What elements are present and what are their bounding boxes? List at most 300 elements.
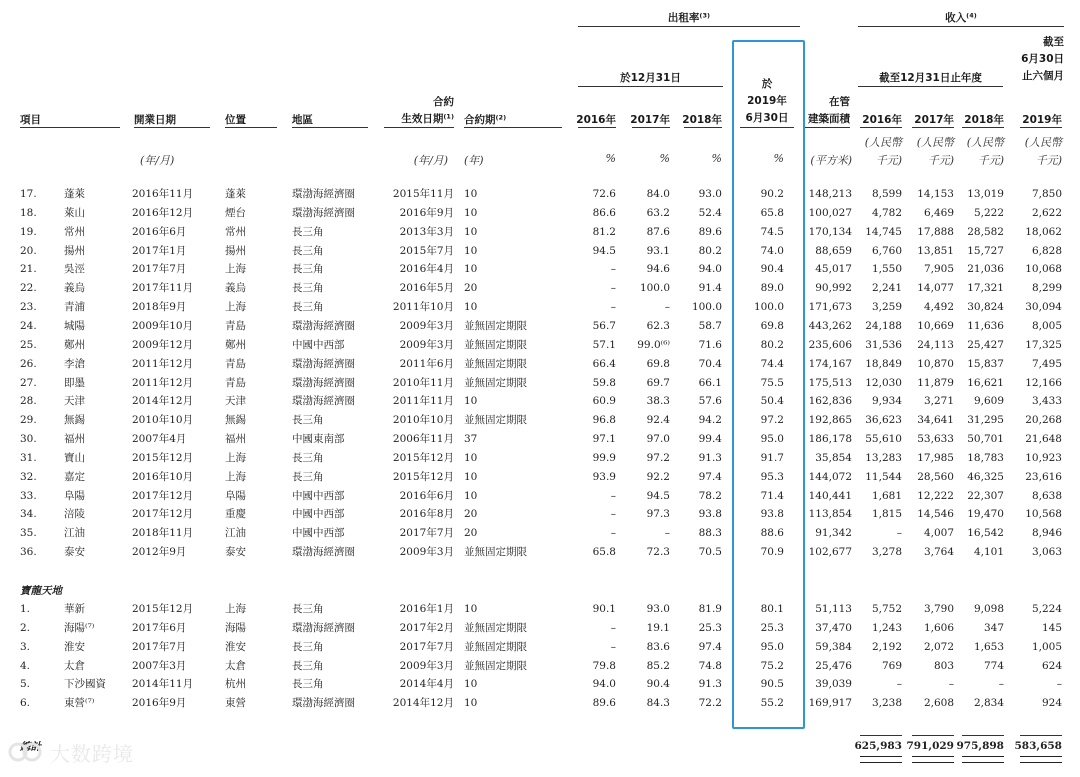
cell-gfa: 170,134 [808,225,852,238]
cell-o18: 97.4 [698,640,722,653]
cell-cdate: 2015年12月 [392,451,454,464]
col-region: 地區 [292,114,313,126]
cell-no: 2. [20,621,31,634]
cell-region: 環渤海經濟圈 [292,621,355,634]
cell-r19: 7,495 [1031,357,1062,370]
cell-r16: 2,192 [871,640,902,653]
cell-r17: 803 [933,659,954,672]
cell-open: 2016年11月 [132,188,194,200]
cell-gfa: 174,167 [808,357,852,370]
cell-o19: 80.1 [760,603,784,615]
cell-cdate: 2015年12月 [392,470,454,483]
cell-loc: 揚州 [225,244,246,257]
cell-r16: 5,752 [871,603,902,615]
total-rev-2018: 975,898 [956,740,1004,752]
cell-term: 10 [464,206,478,219]
cell-r18: 5,222 [973,206,1004,219]
cell-open: 2017年12月 [132,489,194,502]
cell-o19: 100.0 [753,301,784,314]
cell-region: 中國東南部 [292,433,345,446]
revenue-group-header: 收入⁽⁴⁾ [945,12,977,24]
cell-open: 2017年7月 [132,263,187,276]
cell-o18: 57.6 [698,395,722,408]
cell-r17: 3,764 [923,546,954,559]
col-rev-2018: 2018年 [964,114,1004,126]
col-rule [384,127,454,128]
total-rule [860,735,902,736]
cell-gfa: 148,213 [808,188,852,200]
cell-r16: 18,849 [865,357,902,370]
highlight-box [732,40,805,729]
cell-gfa: 140,441 [808,489,852,502]
occupancy-group-rule [578,26,800,27]
cell-name: 無錫 [64,414,85,427]
cell-gfa: 100,027 [808,206,852,219]
cell-o17: 94.5 [646,489,670,502]
occupancy-group-header: 出租率⁽³⁾ [667,12,711,24]
cell-name: 華新 [64,603,85,615]
cell-no: 25. [20,338,37,351]
cell-r19: 8,299 [1031,282,1062,295]
cell-o19: 69.8 [760,319,784,332]
cell-o18: 91.4 [698,282,722,295]
cell-r16: 1,550 [871,263,902,276]
cell-region: 長三角 [292,225,324,238]
cell-no: 26. [20,357,37,370]
cell-name: 海陽⁽⁷⁾ [64,621,95,634]
cell-r16: 31,536 [865,338,902,351]
cell-gfa: 175,513 [808,376,852,389]
cell-o16: 65.8 [592,546,616,559]
cell-loc: 福州 [225,433,246,446]
cell-name: 常州 [64,225,85,238]
cell-r17: 10,669 [917,319,954,332]
cell-o17: 93.1 [646,244,670,257]
cell-cdate: 2010年10月 [392,414,454,427]
cell-o16: 66.4 [592,357,616,370]
total-rev-2016: 625,983 [854,740,902,752]
cell-cdate: 2014年12月 [392,697,454,710]
cell-r17: 3,790 [923,603,954,615]
cell-region: 長三角 [292,414,324,427]
cell-no: 27. [20,376,37,389]
cell-name: 義烏 [64,282,85,295]
cell-loc: 鄭州 [225,338,246,351]
cell-r18: 2,834 [973,697,1004,710]
cell-r19: 10,923 [1025,451,1062,464]
cell-o19: 74.4 [760,357,784,370]
cell-r17: 28,560 [917,470,954,483]
cell-r16: – [896,678,902,691]
cell-cdate: 2009年3月 [399,546,454,559]
cell-r16: 13,283 [865,451,902,464]
cell-name: 泰安 [64,546,85,559]
cell-r18: 15,837 [967,357,1004,370]
total-rev-2017: 791,029 [906,740,954,752]
cell-r16: 6,760 [871,244,902,257]
cell-name: 江油 [64,527,85,540]
cell-r18: 774 [983,659,1004,672]
cell-term: 10 [464,188,478,200]
cell-term: 37 [464,433,478,446]
cell-loc: 江油 [225,527,246,540]
total-double-rule [912,756,954,763]
cell-r19: 20,268 [1025,414,1062,427]
cell-gfa: 91,342 [815,527,852,540]
unit-gfa: (平方米) [810,154,852,167]
cell-o19: 80.2 [760,338,784,351]
cell-open: 2016年6月 [132,225,187,238]
cell-no: 28. [20,395,37,408]
cell-o16: 96.8 [592,414,616,427]
cell-r16: 1,815 [871,508,902,521]
cell-o19: 89.0 [760,282,784,295]
unit-pct: % [605,152,616,165]
cell-term: 並無固定期限 [464,659,527,672]
cell-o19: 91.7 [760,451,784,464]
cell-open: 2007年4月 [132,433,187,446]
cell-cdate: 2015年11月 [392,188,454,200]
cell-open: 2018年9月 [132,301,187,314]
cell-no: 24. [20,319,37,332]
cell-r16: – [896,527,902,540]
cell-region: 長三角 [292,301,324,314]
cell-open: 2017年12月 [132,508,194,521]
cell-o19: 97.2 [760,414,784,427]
cell-r16: 769 [881,659,902,672]
cell-r19: 21,648 [1025,433,1062,446]
cell-r16: 2,241 [871,282,902,295]
cell-open: 2016年10月 [132,470,194,483]
cell-open: 2011年12月 [132,376,194,389]
cell-gfa: 169,917 [808,697,852,710]
cell-r18: 19,470 [967,508,1004,521]
col-rule [1020,127,1062,128]
cell-open: 2015年12月 [132,603,194,615]
cell-o18: 94.0 [698,263,722,276]
cell-region: 中國中西部 [292,338,345,351]
cell-o19: 90.4 [760,263,784,276]
cell-name: 太倉 [64,659,85,672]
cell-r19: 8,638 [1031,489,1062,502]
cell-no: 34. [20,508,37,521]
cell-r16: 3,259 [871,301,902,314]
cell-no: 33. [20,489,37,502]
cell-name: 福州 [64,433,85,446]
cell-o16: 94.0 [592,678,616,691]
cell-o17: 69.8 [646,357,670,370]
revenue-group-rule [858,26,1064,27]
col-rule [804,127,850,128]
cell-loc: 重慶 [225,508,246,521]
cell-no: 4. [20,659,31,672]
col-contract-term: 合約期⁽²⁾ [464,114,507,126]
cell-region: 長三角 [292,282,324,295]
cell-o18: 74.8 [698,659,722,672]
cell-o19: 25.3 [760,621,784,634]
cell-o17: 97.3 [646,508,670,521]
cell-o18: 91.3 [698,678,722,691]
cell-r19: 3,063 [1031,546,1062,559]
cell-r17: 1,606 [923,621,954,634]
cell-r17: 53,633 [917,433,954,446]
cell-o18: 70.5 [698,546,722,559]
cell-name: 城陽 [64,319,85,332]
total-label: 總計 [20,741,41,753]
cell-region: 環渤海經濟圈 [292,546,355,559]
cell-loc: 上海 [225,301,246,314]
cell-o19: 95.3 [760,470,784,483]
as-of-dec31-rule [578,86,723,87]
unit-contract-date: (年/月) [413,154,448,167]
cell-o18: 58.7 [698,319,722,332]
cell-o16: 93.9 [592,470,616,483]
cell-o16: 90.1 [592,603,616,615]
cell-open: 2017年1月 [132,244,187,257]
cell-loc: 太倉 [225,659,246,672]
cell-r16: 36,623 [865,414,902,427]
cell-r18: 9,609 [973,395,1004,408]
cell-term: 10 [464,244,478,257]
cell-o18: 94.2 [698,414,722,427]
cell-cdate: 2015年7月 [399,244,454,257]
cell-cdate: 2009年3月 [399,338,454,351]
cell-o17: 97.2 [646,451,670,464]
cell-name: 阜陽 [64,489,85,502]
cell-region: 長三角 [292,659,324,672]
cell-r18: 22,307 [967,489,1004,502]
cell-no: 6. [20,697,31,710]
cell-r18: 28,582 [967,225,1004,238]
cell-no: 31. [20,451,37,464]
cell-r18: 347 [983,621,1004,634]
cell-term: 並無固定期限 [464,640,527,653]
section-title: 寶龍天地 [20,585,62,597]
cell-r18: 11,636 [967,319,1004,332]
cell-no: 22. [20,282,37,295]
cell-term: 10 [464,263,478,276]
cell-open: 2010年10月 [132,414,194,427]
cell-r19: 1,005 [1031,640,1062,653]
cell-term: 並無固定期限 [464,357,527,370]
cell-loc: 天津 [225,395,246,408]
col-rule [912,127,954,128]
cell-loc: 海陽 [225,621,246,634]
col-rule [464,127,562,128]
cell-r19: 7,850 [1031,188,1062,200]
cell-name: 即墨 [64,376,85,389]
total-rev-2019: 583,658 [1014,740,1062,752]
unit-rmb: (人民幣 千元) [1024,136,1062,167]
cell-region: 長三角 [292,603,324,615]
cell-r17: 3,271 [923,395,954,408]
cell-o19: 65.8 [760,206,784,219]
cell-gfa: 162,836 [808,395,852,408]
cell-o18: 81.9 [698,603,722,615]
col-rule [134,127,210,128]
cell-o16: – [610,508,616,521]
cell-region: 環渤海經濟圈 [292,357,355,370]
unit-rmb: (人民幣 千元) [966,136,1004,167]
cell-region: 中國中西部 [292,489,345,502]
cell-o17: 97.0 [646,433,670,446]
cell-name: 蓬萊 [64,188,85,200]
cell-r19: 924 [1041,697,1062,710]
cell-gfa: 37,470 [815,621,852,634]
cell-r19: 8,946 [1031,527,1062,540]
cell-loc: 杭州 [225,678,246,691]
cell-name: 天津 [64,395,85,408]
cell-cdate: 2017年7月 [399,640,454,653]
col-rev-2019: 2019年 [1022,114,1062,126]
cell-o17: 72.3 [646,546,670,559]
cell-open: 2014年12月 [132,395,194,408]
col-rule [632,127,670,128]
cell-no: 1. [20,603,31,615]
cell-r19: 30,094 [1025,301,1062,314]
cell-cdate: 2016年6月 [399,489,454,502]
cell-loc: 青島 [225,357,246,370]
cell-term: 並無固定期限 [464,621,527,634]
cell-term: 10 [464,603,478,615]
cell-cdate: 2017年7月 [399,527,454,540]
cell-o19: 74.5 [760,225,784,238]
cell-r19: 3,433 [1031,395,1062,408]
cell-r17: 13,851 [917,244,954,257]
cell-region: 中國中西部 [292,527,345,540]
col-open-date: 開業日期 [134,114,176,126]
cell-r19: 624 [1041,659,1062,672]
cell-term: 10 [464,697,478,710]
cell-name: 吳涇 [64,263,85,276]
cell-loc: 泰安 [225,546,246,559]
total-rule [1020,735,1062,736]
cell-open: 2016年12月 [132,206,194,219]
cell-r19: 18,062 [1025,225,1062,238]
cell-gfa: 102,677 [808,546,852,559]
cell-term: 並無固定期限 [464,319,527,332]
cell-loc: 青島 [225,319,246,332]
cell-region: 長三角 [292,678,324,691]
cell-r18: 15,727 [967,244,1004,257]
cell-term: 並無固定期限 [464,546,527,559]
total-double-rule [1020,756,1062,763]
cell-o16: 72.6 [592,188,616,200]
unit-pct: % [773,152,784,165]
cell-o17: 92.2 [646,470,670,483]
cell-o16: – [610,621,616,634]
cell-r18: – [998,678,1004,691]
cell-term: 10 [464,678,478,691]
cell-r16: 9,934 [871,395,902,408]
fy-dec31-header: 截至12月31日止年度 [879,72,982,84]
cell-r19: 5,224 [1031,603,1062,615]
cell-r18: 30,824 [967,301,1004,314]
cell-r17: 14,077 [917,282,954,295]
cell-r19: 17,325 [1025,338,1062,351]
cell-gfa: 443,262 [808,319,852,332]
cell-term: 10 [464,395,478,408]
cell-open: 2009年12月 [132,338,194,351]
cell-no: 18. [20,206,37,219]
cell-o16: – [610,489,616,502]
cell-gfa: 45,017 [815,263,852,276]
cell-r17: – [948,678,954,691]
cell-gfa: 171,673 [808,301,852,314]
cell-o18: 72.2 [698,697,722,710]
cell-r16: 3,278 [871,546,902,559]
cell-term: 10 [464,301,478,314]
cell-no: 19. [20,225,37,238]
cell-o17: 94.6 [646,263,670,276]
cell-r17: 7,905 [923,263,954,276]
cell-r19: – [1056,678,1062,691]
cell-region: 環渤海經濟圈 [292,319,355,332]
cell-open: 2017年11月 [132,282,194,295]
cell-o19: 70.9 [760,546,784,559]
cell-o17: 93.0 [646,603,670,615]
cell-loc: 蓬萊 [225,188,246,200]
cell-r16: 3,238 [871,697,902,710]
cell-loc: 無錫 [225,414,246,427]
col-gfa: 在管 建築面積 [808,96,850,125]
cell-gfa: 186,178 [808,433,852,446]
cell-name: 李滄 [64,357,85,370]
col-rev-2016: 2016年 [862,114,902,126]
cell-open: 2016年9月 [132,697,187,710]
cell-gfa: 59,384 [815,640,852,653]
cell-o17: 38.3 [646,395,670,408]
cell-open: 2014年11月 [132,678,194,691]
cell-o19: 88.6 [760,527,784,540]
cell-term: 並無固定期限 [464,338,527,351]
total-rule [962,735,1004,736]
cell-no: 5. [20,678,31,691]
col-location: 位置 [225,114,246,126]
cell-o17: 62.3 [646,319,670,332]
cell-name: 青浦 [64,301,85,314]
unit-term: (年) [464,154,484,167]
cell-r18: 17,321 [967,282,1004,295]
cell-o19: 95.0 [760,640,784,653]
cell-o16: 89.6 [592,697,616,710]
cell-o16: 59.8 [592,376,616,389]
cell-o16: 79.8 [592,659,616,672]
col-occ-2016: 2016年 [576,114,616,126]
cell-open: 2018年11月 [132,527,194,540]
cell-r16: 11,544 [865,470,902,483]
cell-r17: 24,113 [917,338,954,351]
cell-o16: – [610,282,616,295]
col-rule [578,127,616,128]
cell-loc: 上海 [225,263,246,276]
col-item: 項目 [20,114,41,126]
cell-region: 長三角 [292,244,324,257]
cell-o18: 88.3 [698,527,722,540]
cell-r18: 21,036 [967,263,1004,276]
cell-cdate: 2014年4月 [399,678,454,691]
cell-o17: – [664,301,670,314]
cell-cdate: 2013年3月 [399,225,454,238]
cell-o18: 89.6 [698,225,722,238]
cell-name: 嘉定 [64,470,85,483]
cell-term: 20 [464,527,478,540]
cell-gfa: 235,606 [808,338,852,351]
cell-o18: 70.4 [698,357,722,370]
cell-cdate: 2016年4月 [399,263,454,276]
cell-gfa: 51,113 [815,603,852,615]
cell-gfa: 113,854 [808,508,852,521]
